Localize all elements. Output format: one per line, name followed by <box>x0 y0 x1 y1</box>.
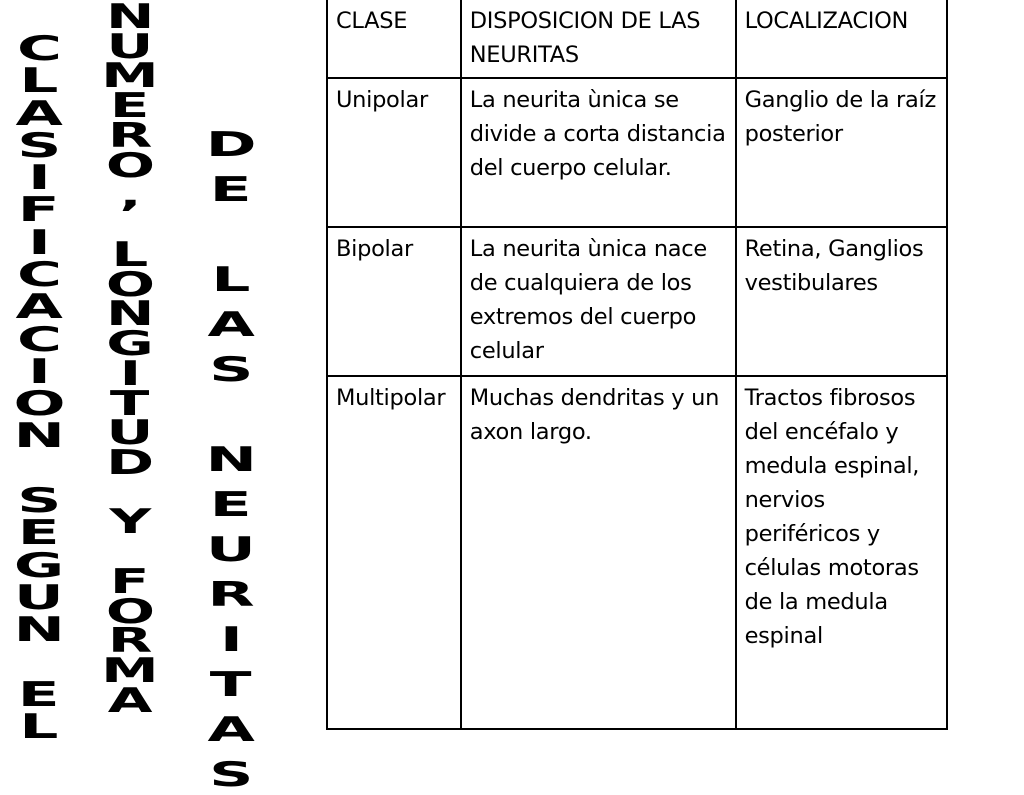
table-row <box>327 227 947 376</box>
title-letter: E <box>210 170 252 210</box>
title-letter: F <box>18 190 60 231</box>
title-letter: N <box>105 0 155 37</box>
title-letter: L <box>19 706 59 747</box>
title-letter <box>28 452 49 482</box>
title-letter <box>120 535 140 563</box>
title-letter: M <box>101 56 159 97</box>
title-letter: U <box>106 413 154 454</box>
title-letter: T <box>210 665 252 705</box>
title-letter: S <box>16 125 62 166</box>
vertical-title-clasificacion <box>8 0 70 747</box>
title-letter: S <box>208 350 254 390</box>
title-letter: I <box>119 353 141 394</box>
title-letter: L <box>111 234 149 275</box>
title-letter: A <box>207 305 255 345</box>
title-letter <box>220 218 241 248</box>
title-letter: I <box>27 222 51 263</box>
neurite-classification-table <box>326 0 948 730</box>
title-letter: F <box>110 561 150 602</box>
cell-clase: Unipolar <box>327 78 461 227</box>
title-letter: L <box>19 61 59 102</box>
title-letter: A <box>107 680 153 721</box>
title-letter: G <box>106 324 154 365</box>
title-letter: C <box>16 319 62 360</box>
title-letter: A <box>207 710 255 750</box>
title-letter: , <box>119 175 141 216</box>
title-letter: E <box>18 674 60 715</box>
table-row <box>327 376 947 729</box>
title-letter: U <box>106 26 154 67</box>
title-letter: E <box>110 86 150 127</box>
title-letter: E <box>18 513 60 554</box>
title-letter: O <box>105 264 155 305</box>
title-letter: A <box>15 93 63 134</box>
title-letter: L <box>211 260 251 300</box>
title-letter: D <box>105 443 154 484</box>
vertical-title-numero-longitud-forma <box>92 0 168 721</box>
title-letter: C <box>16 254 62 295</box>
cell-clase: Multipolar <box>327 376 461 729</box>
title-letter: S <box>16 480 62 521</box>
title-letter: S <box>208 755 254 795</box>
cell-disposicion: La neurita ùnica se divide a corta distancia del cuerpo celular. <box>461 78 736 227</box>
title-letter: N <box>13 610 65 651</box>
cell-disposicion: Muchas dendritas y un axon largo. <box>461 376 736 729</box>
title-letter: I <box>27 158 51 199</box>
cell-disposicion: La neurita ùnica nace de cualquiera de los extremos del cuerpo celular <box>461 227 736 376</box>
table-row <box>327 78 947 227</box>
title-letter: O <box>105 591 155 632</box>
title-letter: I <box>219 620 243 660</box>
vertical-title-de-las-neuritas <box>200 125 262 795</box>
title-letter: G <box>13 545 65 586</box>
title-letter: R <box>207 575 255 615</box>
title-letter: E <box>210 485 252 525</box>
title-letter: O <box>12 384 66 425</box>
title-letter <box>120 208 140 236</box>
title-letter: Y <box>109 502 151 543</box>
title-letter: D <box>205 125 257 165</box>
cell-localizacion: Retina, Ganglios vestibulares <box>736 227 947 376</box>
title-letter: N <box>13 416 65 457</box>
cell-localizacion: Ganglio de la raíz posterior <box>736 78 947 227</box>
title-letter: U <box>206 530 256 570</box>
title-letter: M <box>101 651 159 692</box>
title-letter: A <box>15 287 63 328</box>
title-letter: I <box>27 351 51 392</box>
title-letter: C <box>16 29 62 69</box>
title-letter <box>220 398 241 428</box>
title-letter <box>28 645 49 675</box>
title-letter <box>120 476 140 504</box>
title-letter: N <box>105 294 155 335</box>
title-letter: R <box>107 115 153 156</box>
table-header-row <box>327 0 947 78</box>
cell-localizacion: Tractos fibrosos del encéfalo y medula espinal, nervios periféricos y células motoras de la medula espinal <box>736 376 947 729</box>
header-localizacion: LOCALIZACION <box>736 0 947 78</box>
title-letter: R <box>107 621 153 662</box>
title-letter: N <box>205 440 257 480</box>
title-letter: O <box>105 145 155 186</box>
header-disposicion: DISPOSICION DE LAS NEURITAS <box>461 0 736 78</box>
cell-clase: Bipolar <box>327 227 461 376</box>
title-letter: T <box>110 383 150 424</box>
title-letter: U <box>14 577 64 618</box>
header-clase: CLASE <box>327 0 461 78</box>
